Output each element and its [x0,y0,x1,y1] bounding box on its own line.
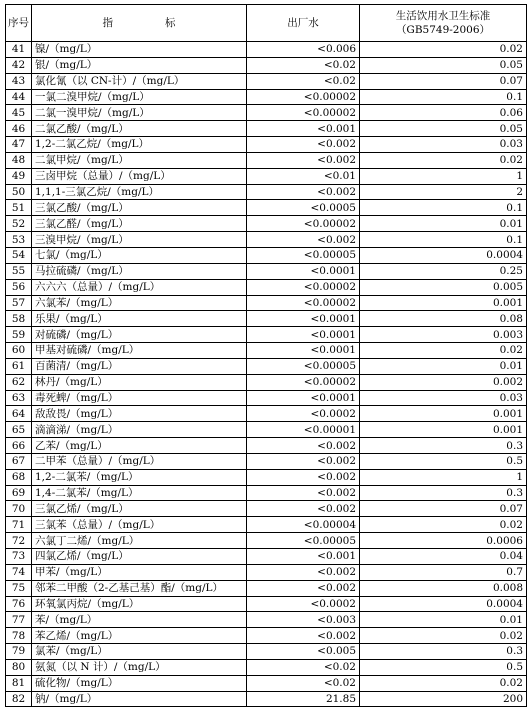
row-factory-cell: <0.02 [247,73,360,89]
row-indicator-cell: 三卤甲烷（总量）/（mg/L） [32,168,247,184]
table-row [6,596,527,612]
table-row [6,343,527,359]
table-row [6,311,527,327]
row-no-cell: 55 [6,263,32,279]
table-row [6,501,527,517]
row-factory-cell: <0.002 [247,453,360,469]
row-indicator-cell: 1,2-二氯苯/（mg/L） [32,469,247,485]
row-indicator-cell: 二氯甲烷/（mg/L） [32,152,247,168]
row-factory-cell: <0.003 [247,612,360,628]
table-row [6,358,527,374]
row-factory-cell: <0.002 [247,469,360,485]
row-indicator-cell: 林丹/（mg/L） [32,374,247,390]
row-no-cell: 50 [6,184,32,200]
table-row [6,374,527,390]
row-no-cell: 51 [6,200,32,216]
table-row [6,453,527,469]
row-factory-cell: <0.002 [247,137,360,153]
row-factory-cell: <0.002 [247,184,360,200]
row-factory-cell: <0.02 [247,675,360,691]
row-no-cell: 70 [6,501,32,517]
row-no-cell: 42 [6,57,32,73]
row-no-cell: 75 [6,580,32,596]
row-no-cell: 65 [6,422,32,438]
row-no-cell: 47 [6,137,32,153]
row-factory-cell: <0.002 [247,152,360,168]
table-row [6,42,527,58]
row-no-cell: 53 [6,232,32,248]
row-indicator-cell: 银/（mg/L） [32,57,247,73]
table-row [6,57,527,73]
row-standard-cell: 0.5 [360,659,527,675]
header-standard-line1: 生活饮用水卫生标准 [395,10,491,22]
row-standard-cell: 0.0004 [360,247,527,263]
row-factory-cell: <0.0001 [247,263,360,279]
row-no-cell: 46 [6,121,32,137]
row-indicator-cell: 邻苯二甲酸（2-乙基己基）酯/（mg/L） [32,580,247,596]
row-indicator-cell: 环氧氯丙烷/（mg/L） [32,596,247,612]
header-standard-line2: （GB5749-2006） [395,24,491,36]
header-factory-water: 出厂水 [247,5,360,42]
row-indicator-cell: 镍/（mg/L） [32,42,247,58]
row-no-cell: 64 [6,406,32,422]
table-row [6,549,527,565]
row-indicator-cell: 对硫磷/（mg/L） [32,327,247,343]
table-row [6,438,527,454]
row-no-cell: 76 [6,596,32,612]
row-factory-cell: <0.0001 [247,343,360,359]
row-factory-cell: <0.02 [247,57,360,73]
row-factory-cell: <0.002 [247,485,360,501]
row-indicator-cell: 三氯乙醛/（mg/L） [32,216,247,232]
row-no-cell: 58 [6,311,32,327]
row-no-cell: 43 [6,73,32,89]
row-indicator-cell: 四氯乙烯/（mg/L） [32,549,247,565]
row-factory-cell: <0.00002 [247,216,360,232]
row-factory-cell: <0.01 [247,168,360,184]
row-no-cell: 71 [6,517,32,533]
table-row [6,295,527,311]
row-standard-cell: 0.01 [360,358,527,374]
row-indicator-cell: 硫化物/（mg/L） [32,675,247,691]
row-indicator-cell: 氯苯/（mg/L） [32,644,247,660]
row-standard-cell: 0.06 [360,105,527,121]
row-indicator-cell: 六六六（总量）/（mg/L） [32,279,247,295]
row-standard-cell: 0.08 [360,311,527,327]
row-no-cell: 54 [6,247,32,263]
row-standard-cell: 0.03 [360,137,527,153]
table-row [6,659,527,675]
row-standard-cell: 0.0006 [360,533,527,549]
table-row [6,279,527,295]
row-factory-cell: <0.00002 [247,374,360,390]
row-standard-cell: 1 [360,469,527,485]
row-standard-cell: 0.02 [360,152,527,168]
table-row [6,200,527,216]
table-row [6,628,527,644]
row-indicator-cell: 一氯二溴甲烷/（mg/L） [32,89,247,105]
row-indicator-cell: 苯/（mg/L） [32,612,247,628]
table-row [6,137,527,153]
table-header-row [6,5,527,42]
row-factory-cell: <0.002 [247,564,360,580]
row-indicator-cell: 1,1,1-三氯乙烷/（mg/L） [32,184,247,200]
row-standard-cell: 0.002 [360,374,527,390]
table-row [6,485,527,501]
row-indicator-cell: 二氯乙酸/（mg/L） [32,121,247,137]
table-row [6,564,527,580]
row-indicator-cell: 氯化氰（以 CN-计）/（mg/L） [32,73,247,89]
row-indicator-cell: 七氯/（mg/L） [32,247,247,263]
row-standard-cell: 0.5 [360,453,527,469]
table-row [6,517,527,533]
table-row [6,422,527,438]
row-standard-cell: 0.001 [360,295,527,311]
table-row [6,406,527,422]
table-row [6,675,527,691]
row-no-cell: 69 [6,485,32,501]
table-row [6,580,527,596]
row-indicator-cell: 六氯丁二烯/（mg/L） [32,533,247,549]
row-standard-cell: 0.04 [360,549,527,565]
row-factory-cell: <0.0001 [247,311,360,327]
row-factory-cell: <0.00005 [247,533,360,549]
table-row [6,533,527,549]
row-standard-cell: 0.3 [360,644,527,660]
row-no-cell: 52 [6,216,32,232]
row-no-cell: 61 [6,358,32,374]
row-standard-cell: 0.02 [360,628,527,644]
row-factory-cell: <0.00005 [247,358,360,374]
row-factory-cell: 21.85 [247,691,360,707]
table-row [6,168,527,184]
row-indicator-cell: 三氯乙烯/（mg/L） [32,501,247,517]
row-indicator-cell: 毒死蜱/（mg/L） [32,390,247,406]
row-standard-cell: 0.005 [360,279,527,295]
row-factory-cell: <0.002 [247,438,360,454]
row-factory-cell: <0.02 [247,659,360,675]
row-no-cell: 60 [6,343,32,359]
row-no-cell: 74 [6,564,32,580]
row-standard-cell: 0.03 [360,390,527,406]
header-standard [360,5,527,42]
table-row [6,73,527,89]
row-factory-cell: <0.0005 [247,200,360,216]
row-no-cell: 49 [6,168,32,184]
row-factory-cell: <0.001 [247,549,360,565]
row-indicator-cell: 滴滴涕/（mg/L） [32,422,247,438]
row-factory-cell: <0.00002 [247,279,360,295]
row-standard-cell: 0.0004 [360,596,527,612]
row-indicator-cell: 六氯苯/（mg/L） [32,295,247,311]
row-standard-cell: 0.01 [360,612,527,628]
row-indicator-cell: 甲苯/（mg/L） [32,564,247,580]
row-indicator-cell: 二甲苯（总量）/（mg/L） [32,453,247,469]
row-standard-cell: 0.3 [360,438,527,454]
header-indicator-part1: 指 [102,17,113,29]
row-indicator-cell: 钠/（mg/L） [32,691,247,707]
row-indicator-cell: 三氯乙酸/（mg/L） [32,200,247,216]
row-factory-cell: <0.0002 [247,596,360,612]
row-factory-cell: <0.002 [247,232,360,248]
table-row [6,232,527,248]
header-no: 序号 [6,5,32,42]
row-no-cell: 41 [6,42,32,58]
row-no-cell: 77 [6,612,32,628]
row-standard-cell: 0.008 [360,580,527,596]
row-indicator-cell: 苯乙烯/（mg/L） [32,628,247,644]
row-standard-cell: 0.001 [360,406,527,422]
table-row [6,121,527,137]
row-factory-cell: <0.001 [247,121,360,137]
row-standard-cell: 0.07 [360,501,527,517]
table-row [6,390,527,406]
row-standard-cell: 0.05 [360,121,527,137]
row-no-cell: 48 [6,152,32,168]
header-indicator [32,5,247,42]
table-row [6,691,527,707]
water-quality-table [5,4,527,707]
row-factory-cell: <0.0001 [247,327,360,343]
table-row [6,89,527,105]
row-factory-cell: <0.00001 [247,422,360,438]
row-standard-cell: 0.7 [360,564,527,580]
row-standard-cell: 200 [360,691,527,707]
row-no-cell: 82 [6,691,32,707]
row-factory-cell: <0.006 [247,42,360,58]
header-indicator-part2: 标 [165,17,176,29]
row-standard-cell: 0.1 [360,232,527,248]
table-row [6,184,527,200]
row-indicator-cell: 三氯苯（总量）/（mg/L） [32,517,247,533]
row-standard-cell: 0.02 [360,343,527,359]
row-factory-cell: <0.0002 [247,406,360,422]
table-row [6,152,527,168]
row-factory-cell: <0.00005 [247,247,360,263]
row-standard-cell: 0.001 [360,422,527,438]
row-no-cell: 68 [6,469,32,485]
row-no-cell: 63 [6,390,32,406]
row-standard-cell: 0.01 [360,216,527,232]
row-no-cell: 78 [6,628,32,644]
row-no-cell: 79 [6,644,32,660]
row-no-cell: 62 [6,374,32,390]
row-no-cell: 81 [6,675,32,691]
row-standard-cell: 0.02 [360,517,527,533]
row-no-cell: 44 [6,89,32,105]
row-indicator-cell: 敌敌畏/（mg/L） [32,406,247,422]
row-factory-cell: <0.00002 [247,89,360,105]
row-no-cell: 56 [6,279,32,295]
row-indicator-cell: 百菌清/（mg/L） [32,358,247,374]
table-row [6,644,527,660]
row-indicator-cell: 1,4-二氯苯/（mg/L） [32,485,247,501]
row-no-cell: 73 [6,549,32,565]
row-indicator-cell: 二氯一溴甲烷/（mg/L） [32,105,247,121]
row-factory-cell: <0.002 [247,628,360,644]
row-factory-cell: <0.00002 [247,295,360,311]
row-indicator-cell: 乐果/（mg/L） [32,311,247,327]
table-row [6,327,527,343]
row-standard-cell: 0.1 [360,200,527,216]
row-standard-cell: 0.05 [360,57,527,73]
row-factory-cell: <0.00004 [247,517,360,533]
row-no-cell: 59 [6,327,32,343]
row-indicator-cell: 马拉硫磷/（mg/L） [32,263,247,279]
row-standard-cell: 0.02 [360,42,527,58]
row-factory-cell: <0.002 [247,501,360,517]
row-standard-cell: 0.1 [360,89,527,105]
row-standard-cell: 2 [360,184,527,200]
row-indicator-cell: 1,2-二氯乙烷/（mg/L） [32,137,247,153]
row-no-cell: 45 [6,105,32,121]
row-indicator-cell: 氨氮（以 N 计）/（mg/L） [32,659,247,675]
row-factory-cell: <0.005 [247,644,360,660]
row-no-cell: 72 [6,533,32,549]
row-standard-cell: 0.07 [360,73,527,89]
row-no-cell: 80 [6,659,32,675]
row-no-cell: 66 [6,438,32,454]
table-row [6,612,527,628]
row-factory-cell: <0.0001 [247,390,360,406]
row-standard-cell: 0.003 [360,327,527,343]
table-row [6,469,527,485]
row-standard-cell: 0.02 [360,675,527,691]
table-body [6,42,527,707]
row-no-cell: 67 [6,453,32,469]
row-indicator-cell: 三溴甲烷/（mg/L） [32,232,247,248]
table-row [6,216,527,232]
row-factory-cell: <0.00002 [247,105,360,121]
row-standard-cell: 0.3 [360,485,527,501]
row-standard-cell: 0.25 [360,263,527,279]
row-factory-cell: <0.002 [247,580,360,596]
table-row [6,247,527,263]
row-no-cell: 57 [6,295,32,311]
row-indicator-cell: 甲基对硫磷/（mg/L） [32,343,247,359]
table-row [6,105,527,121]
row-indicator-cell: 乙苯/（mg/L） [32,438,247,454]
table-row [6,263,527,279]
row-standard-cell: 1 [360,168,527,184]
